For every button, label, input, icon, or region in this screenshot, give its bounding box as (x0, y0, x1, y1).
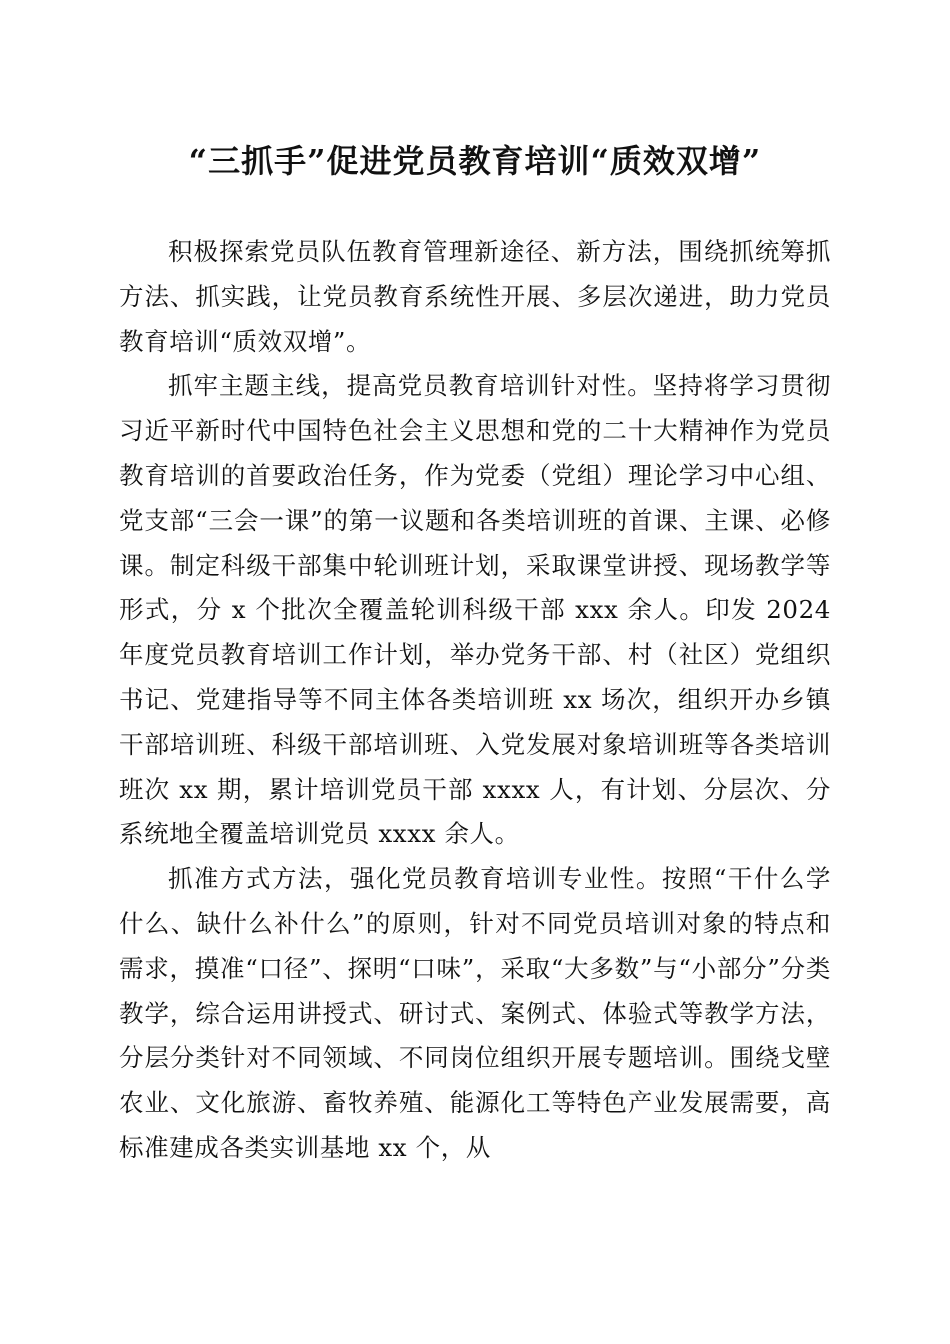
paragraph-theme: 抓牢主题主线，提高党员教育培训针对性。坚持将学习贯彻习近平新时代中国特色社会主义思想和党的二十大精神作为党员教育培训的首要政治任务，作为党委（党组）理论学习中心组、党支部“三会一课”的第一议题和各类培训班的首课、主课、必修课。制定科级干部集中轮训班计划，采取课堂讲授、现场教学等形式，分 x 个批次全覆盖轮训科级干部 xxx 余人。印发 2024 年度党员教育培训工作计划，举办党务干部、村（社区）党组织书记、党建指导等不同主体各类培训班 xx 场次，组织开办乡镇干部培训班、科级干部培训班、入党发展对象培训班等各类培训班次 xx 期，累计培训党员干部 xxxx 人，有计划、分层次、分系统地全覆盖培训党员 xxxx 余人。 (119, 371, 831, 849)
paragraph-intro: 积极探索党员队伍教育管理新途径、新方法，围绕抓统筹抓方法、抓实践，让党员教育系统性开展、多层次递进，助力党员教育培训“质效双增”。 (119, 237, 831, 356)
document-body (119, 230, 831, 1171)
document-title: “三抓手”促进党员教育培训“质效双增” (188, 142, 762, 180)
paragraph-methods: 抓准方式方法，强化党员教育培训专业性。按照“干什么学什么、缺什么补什么”的原则，针对不同党员培训对象的特点和需求，摸准“口径”、探明“口味”，采取“大多数”与“小部分”分类教学，综合运用讲授式、研讨式、案例式、体验式等教学方法，分层分类针对不同领域、不同岗位组织开展专题培训。围绕戈壁农业、文化旅游、畜牧养殖、能源化工等特色产业发展需要，高标准建成各类实训基地 xx 个，从 (119, 864, 831, 1162)
